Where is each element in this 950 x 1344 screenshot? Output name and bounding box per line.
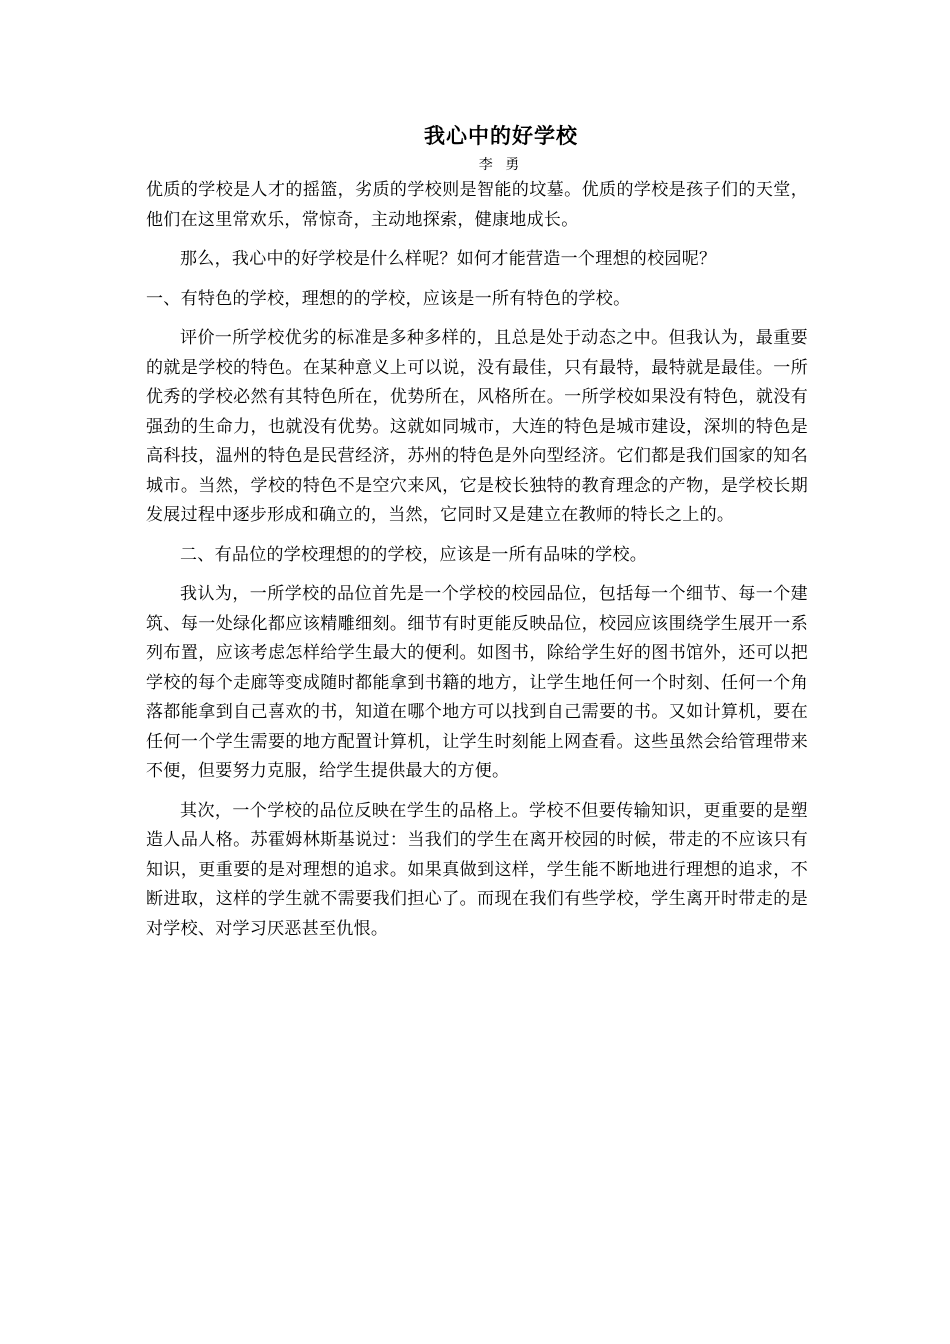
paragraph-question: 那么，我心中的好学校是什么样呢？如何才能营造一个理想的校园呢？: [180, 249, 717, 269]
author-name: 李 勇: [478, 157, 524, 173]
section-heading-2: 二、有品位的学校理想的的学校，应该是一所有品味的学校。: [180, 544, 648, 565]
paragraph-campus-taste: 我认为，一所学校的品位首先是一个学校的校园品位，包括每一个细节、每一个建筑、每一处绿化都应该精雕细刻。细节有时更能反映品位，校园应该围绕学生展开一系列布置，应该考虑怎样给学生最大的便利。如图书，除给学生好的图书馆外，还可以把学校的每个走廊等变成随时都能拿到书籍的地方，让学生地任何一个时刻、任何一个角落都能拿到自己喜欢的书，知道在哪个地方可以找到自己需要的书。又如计算机，要在任何一个学生需要的地方配置计算机，让学生时刻能上网查看。这些虽然会给管理带来不便，但要努力克服，给学生提供最大的方便。: [146, 584, 808, 781]
paragraph-characteristics: 评价一所学校优劣的标准是多种多样的，且总是处于动态之中。但我认为，最重要的就是学校的特色。在某种意义上可以说，没有最佳，只有最特，最特就是最佳。一所优秀的学校必然有其特色所在，优势所在，风格所在。一所学校如果没有特色，就没有强劲的生命力，也就没有优势。这就如同城市，大连的特色是城市建设，深圳的特色是高科技，温州的特色是民营经济，苏州的特色是外向型经济。它们都是我们国家的知名城市。当然，学校的特色不是空穴来风，它是校长独特的教育理念的产物，是学校长期发展过程中逐步形成和确立的，当然，它同时又是建立在教师的特长之上的。: [146, 328, 808, 525]
document-title: 我心中的好学校: [424, 123, 578, 148]
paragraph-student-character: 其次，一个学校的品位反映在学生的品格上。学校不但要传输知识，更重要的是塑造人品人格。苏霍姆林斯基说过：当我们的学生在离开校园的时候，带走的不应该只有知识，更重要的是对理想的追求。如果真做到这样，学生能不断地进行理想的追求，不断进取，这样的学生就不需要我们担心了。而现在我们有些学校，学生离开时带走的是对学校、对学习厌恶甚至仇恨。: [146, 800, 808, 939]
document-page: [146, 118, 808, 944]
section-heading-1: 一、有特色的学校，理想的的学校，应该是一所有特色的学校。: [146, 288, 631, 309]
paragraph-intro: 优质的学校是人才的摇篮，劣质的学校则是智能的坟墓。优质的学校是孩子们的天堂，他们在这里常欢乐，常惊奇，主动地探索，健康地成长。: [146, 180, 808, 230]
